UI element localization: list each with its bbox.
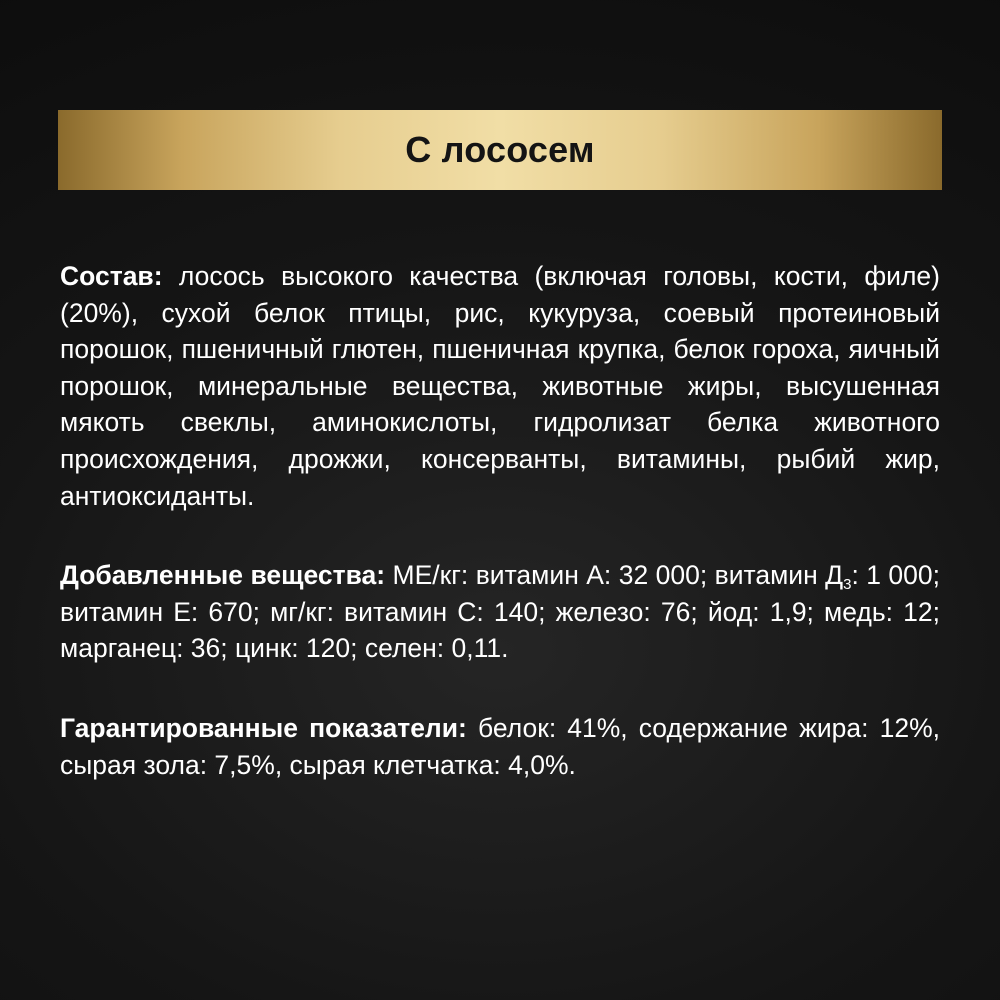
- additives-text-part1: МЕ/кг: витамин А: 32 000; витамин Д: [385, 560, 844, 591]
- composition-text: лосось высокого качества (включая головы, кости, филе) (20%), сухой белок птицы, рис, кукуруза, соевый протеиновый порошок, пшеничный глютен, пшеничная крупка, белок гороха, яичный порошок, минеральные вещества, животные жиры, высушенная мякоть свеклы, аминокислоты, гидролизат белка животного происхождения, дрожжи, консерванты, витамины, рыбий жир, антиоксиданты.: [60, 261, 940, 511]
- additives-paragraph: [60, 557, 940, 667]
- info-content: [60, 258, 940, 783]
- additives-subscript: 3: [843, 576, 852, 594]
- composition-label: Состав:: [60, 261, 163, 291]
- guaranteed-text: белок: 41%, содержание жира: 12%, сырая зола: 7,5%, сырая клетчатка: 4,0%.: [60, 712, 940, 780]
- banner-title: С лососем: [405, 129, 595, 170]
- additives-text-part2: : 1 000; витамин Е: 670; мг/кг: витамин С: 140; железо: 76; йод: 1,9; медь: 12; марганец: 36; цинк: 120; селен: 0,11.: [60, 560, 940, 664]
- guaranteed-label: Гарантированные показатели:: [60, 712, 467, 743]
- additives-label: Добавленные вещества:: [60, 560, 386, 591]
- guaranteed-paragraph: [60, 710, 940, 783]
- composition-paragraph: [60, 258, 940, 514]
- title-banner: [58, 110, 942, 190]
